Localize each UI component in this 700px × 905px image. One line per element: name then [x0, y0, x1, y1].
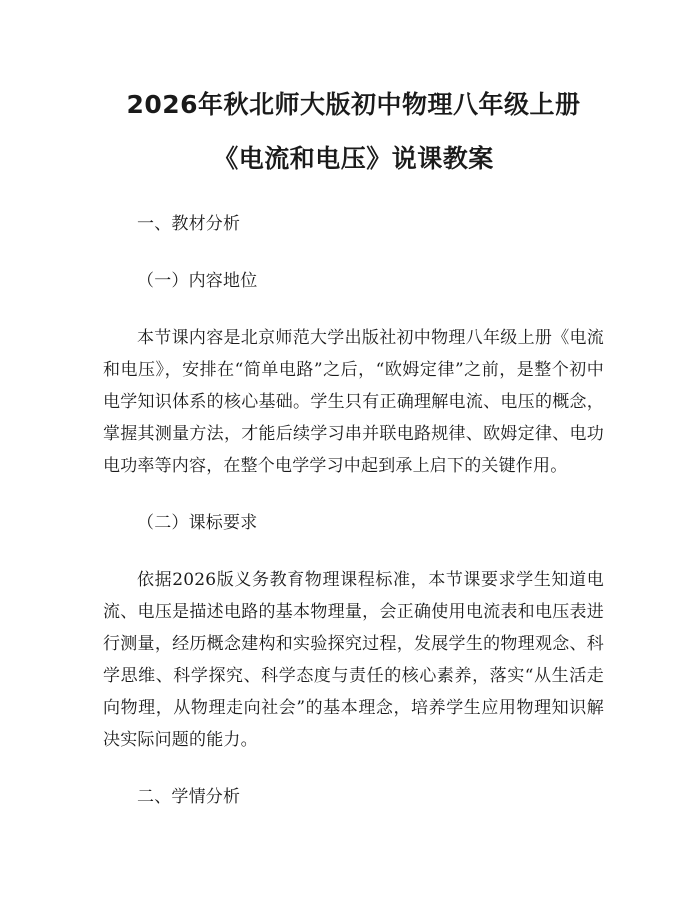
section-heading-textbook-analysis: 一、教材分析 — [137, 214, 241, 234]
paragraph-content-position: 本节课内容是北京师范大学出版社初中物理八年级上册《电流和电压》，安排在“简单电路”之后，“欧姆定律”之前，是整个初中电学知识体系的核心基础。学生只有正确理解电流、电压的概念，掌握其测量方法，才能后续学习串并联电路规律、欧姆定律、电功电功率等内容，在整个电学学习中起到承上启下的关键作用。 — [103, 328, 604, 476]
document-title: 2026年秋北师大版初中物理八年级上册《电流和电压》说课教案 — [126, 90, 581, 173]
subsection-heading-content-position: （一）内容地位 — [137, 271, 258, 291]
section-heading-student-analysis: 二、学情分析 — [137, 787, 241, 807]
paragraph-curriculum-requirements: 依据2026版义务教育物理课程标准，本节课要求学生知道电流、电压是描述电路的基本物理量，会正确使用电流表和电压表进行测量，经历概念建构和实验探究过程，发展学生的物理观念、科学思维、科学探究、科学态度与责任的核心素养，落实“从生活走向物理，从物理走向社会”的基本理念，培养学生应用物理知识解决实际问题的能力。 — [103, 570, 604, 750]
subsection-heading-curriculum-requirements: （二）课标要求 — [137, 513, 258, 533]
